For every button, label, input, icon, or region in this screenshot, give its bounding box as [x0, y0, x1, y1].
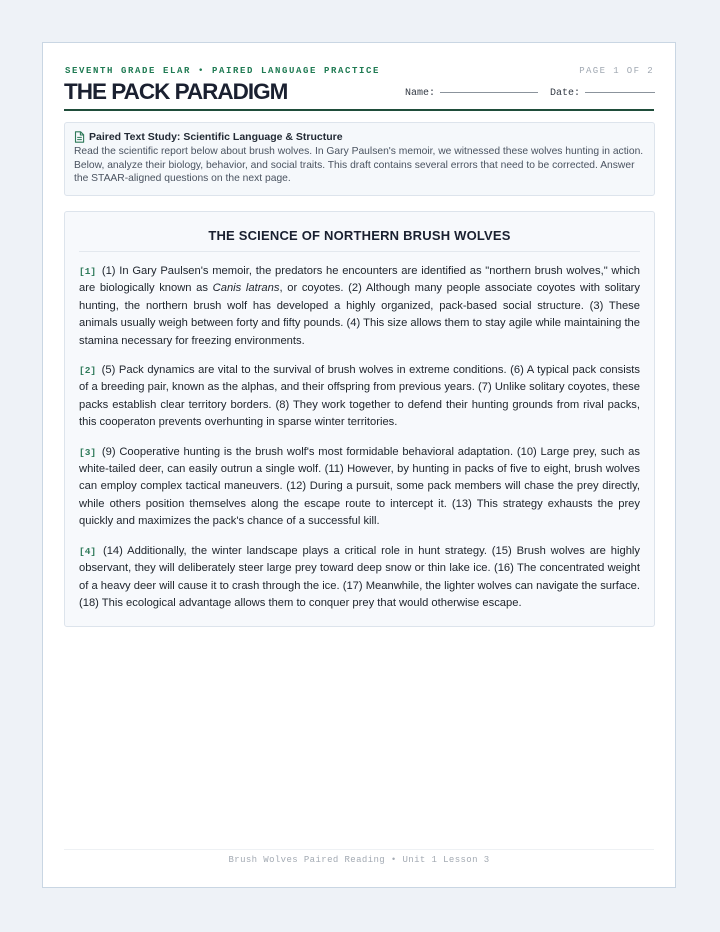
worksheet-page: [42, 42, 676, 888]
paragraph-number: [3]: [79, 446, 97, 458]
paragraph-2: [79, 362, 640, 432]
study-note-body: Read the scientific report below about brush wolves. In Gary Paulsen's memoir, we witnessed these wolves hunting in action. Below, analyze their biology, behavior, and social traits. This draft contains several errors that need to be corrected. Answer the STAAR-aligned questions on the next page.: [74, 146, 644, 184]
paragraph-4: [79, 543, 640, 613]
page-title: THE PACK PARADIGM: [64, 79, 288, 104]
article-title: THE SCIENCE OF NORTHERN BRUSH WOLVES: [79, 228, 640, 252]
paragraph-text: , or coyotes. (2) Although many people associate coyotes with solitary hunting, the northern brush wolf has developed a highly organized, pack-based social structure. (3) These animals usually weigh between forty and fifty pounds. (4) This size allows them to stay agile while maintaining the stamina necessary for freezing environments.: [79, 282, 641, 347]
page-footer: Brush Wolves Paired Reading • Unit 1 Lesson 3: [228, 855, 490, 865]
study-note-heading: [74, 131, 645, 143]
article-card: [64, 211, 655, 627]
paragraph-number: [2]: [79, 365, 97, 377]
name-field[interactable]: [405, 88, 538, 99]
course-kicker: SEVENTH GRADE ELAR • PAIRED LANGUAGE PRACTICE: [65, 66, 381, 76]
paragraph-text: (9) Cooperative hunting is the brush wolf's most formidable behavioral adaptation. (10) Large prey, such as white-tailed deer, can easily outrun a single wolf. (11) However, by hunting in packs of five to eight, brush wolves can employ complex tactical maneuvers. (12) During a pursuit, some pack members will chase the prey directly, while others position themselves along the escape route to intercept it. (13) This strategy exhausts the prey quickly and maximizes the pack's chance of a successful kill.: [79, 445, 640, 528]
date-field[interactable]: [550, 88, 655, 99]
page-number: PAGE 1 OF 2: [579, 66, 654, 76]
study-note-title: Paired Text Study: Scientific Language & Structure: [89, 131, 343, 143]
header-divider: [64, 109, 654, 111]
paragraph-3: [79, 444, 640, 531]
name-line[interactable]: [440, 91, 538, 93]
scientific-name: Canis latrans: [212, 282, 280, 295]
paragraph-1: [79, 263, 640, 350]
paragraph-text: (14) Additionally, the winter landscape plays a critical role in hunt strategy. (15) Brush wolves are highly observant, they will deliberately steer large prey toward deep snow or thin lake ice. (16) The concentrated weight of a heavy deer will cause it to crash through the ice. (17) Meanwhile, the lighter wolves can navigate the surface. (18) This ecological advantage allows them to conquer prey that would otherwise escape.: [79, 544, 640, 609]
document-icon: [74, 131, 85, 143]
paragraph-text: (5) Pack dynamics are vital to the survival of brush wolves in extreme conditions. (6) A typical pack consists of a breeding pair, known as the alphas, and their offspring from previous years. (7) Unlike solitary coyotes, these packs establish clear territory borders. (8) They work together to defend their hunting grounds from rival packs, this cooperaton prevents overhunting in sparse winter territories.: [79, 364, 641, 429]
name-label: Name:: [405, 88, 436, 99]
paragraph-text: (1) In Gary Paulsen's memoir, the predators he encounters are identified as "northern brush wolves," which are biologically known as: [79, 265, 641, 295]
date-label: Date:: [550, 88, 581, 99]
study-note: [64, 122, 655, 196]
paragraph-number: [1]: [79, 266, 97, 277]
paragraph-number: [4]: [79, 545, 97, 557]
footer-divider: [64, 849, 654, 850]
date-line[interactable]: [585, 91, 655, 93]
